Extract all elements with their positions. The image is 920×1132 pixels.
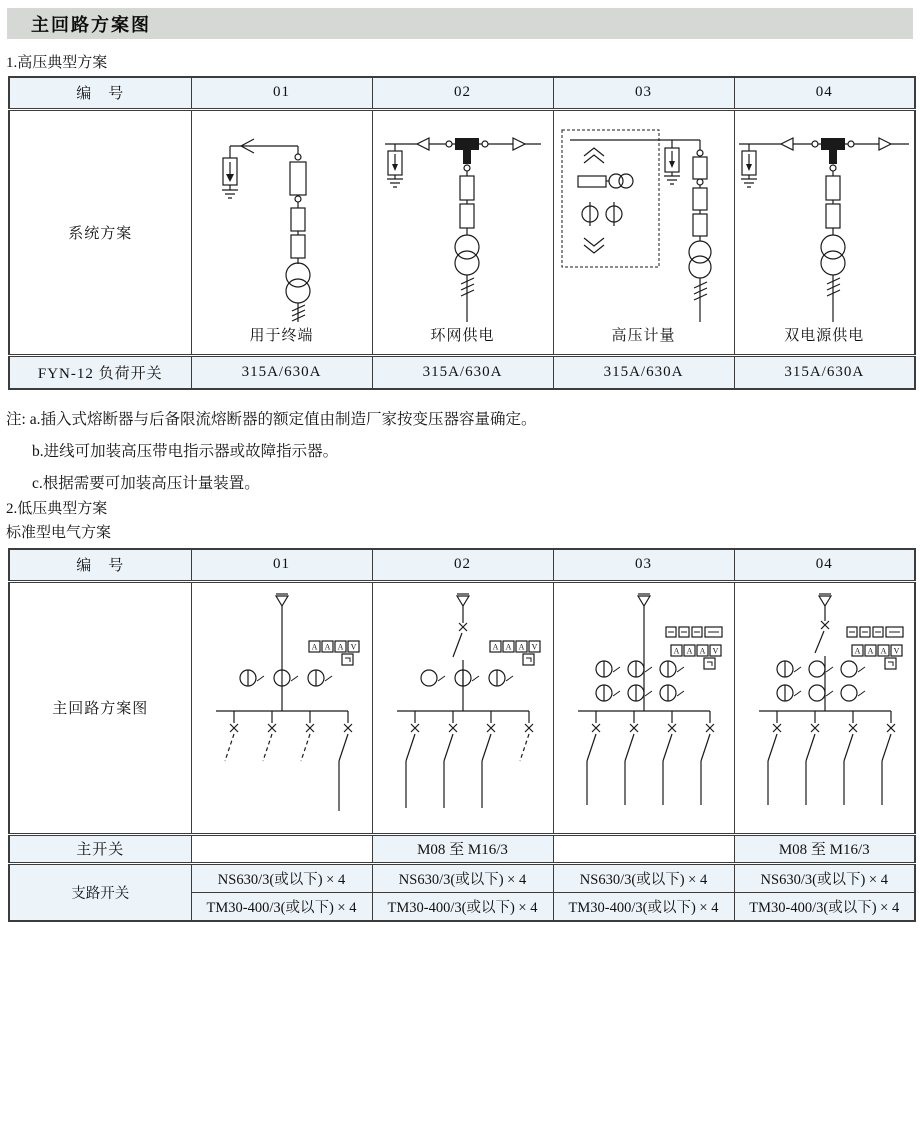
hv-diagram-04-svg bbox=[735, 118, 916, 324]
hv-diagram-02-svg bbox=[373, 118, 554, 324]
note-label: 注: bbox=[6, 411, 26, 428]
meter-a2: A bbox=[324, 642, 330, 651]
lv-branch-ns-04: NS630/3(或以下) × 4 bbox=[734, 863, 915, 892]
lv-section-subheading: 标准型电气方案 bbox=[6, 525, 112, 541]
meter-a2: A bbox=[867, 646, 873, 655]
meter-a2: A bbox=[505, 642, 511, 651]
hv-header-01: 01 bbox=[191, 77, 372, 109]
note-c: c.根据需要可加装高压计量装置。 bbox=[32, 475, 260, 492]
lv-branch-switch-row-ns bbox=[9, 863, 915, 892]
lv-branch-tm-02: TM30-400/3(或以下) × 4 bbox=[372, 892, 553, 921]
lv-diagram-02-svg bbox=[373, 583, 554, 833]
lv-diagram-cell-02 bbox=[372, 581, 553, 834]
hv-header-number: 编 号 bbox=[9, 77, 191, 109]
hv-diagram-cell-03 bbox=[553, 109, 734, 355]
notes-block bbox=[6, 404, 536, 500]
meter-v: V bbox=[350, 642, 356, 651]
lv-branch-ns-02: NS630/3(或以下) × 4 bbox=[372, 863, 553, 892]
hv-switch-row bbox=[9, 355, 915, 389]
hv-switch-value-04: 315A/630A bbox=[734, 355, 915, 389]
hv-switch-row-label: FYN-12 负荷开关 bbox=[9, 355, 191, 389]
hv-switch-value-02: 315A/630A bbox=[372, 355, 553, 389]
hv-header-03: 03 bbox=[553, 77, 734, 109]
lv-header-row bbox=[9, 549, 915, 581]
hv-caption-02: 环网供电 bbox=[430, 328, 495, 344]
hv-switch-value-01: 315A/630A bbox=[191, 355, 372, 389]
lv-branch-ns-03: NS630/3(或以下) × 4 bbox=[553, 863, 734, 892]
lv-main-switch-label: 主开关 bbox=[9, 834, 191, 863]
hv-header-row bbox=[9, 77, 915, 109]
hv-caption-03: 高压计量 bbox=[611, 328, 676, 344]
meter-a1: A bbox=[492, 642, 498, 651]
lv-diagram-cell-03 bbox=[553, 581, 734, 834]
lv-main-switch-01 bbox=[191, 834, 372, 863]
lv-section-heading: 2.低压典型方案 bbox=[6, 501, 108, 517]
hv-header-02: 02 bbox=[372, 77, 553, 109]
hv-diagram-01-svg bbox=[192, 118, 373, 324]
meter-a3: A bbox=[880, 646, 886, 655]
lv-diagram-03-svg bbox=[554, 583, 735, 833]
hv-switch-value-03: 315A/630A bbox=[553, 355, 734, 389]
hv-scheme-table bbox=[8, 76, 916, 390]
meter-a3: A bbox=[518, 642, 524, 651]
lv-header-number: 编 号 bbox=[9, 549, 191, 581]
lv-branch-tm-01: TM30-400/3(或以下) × 4 bbox=[191, 892, 372, 921]
lv-main-switch-row bbox=[9, 834, 915, 863]
hv-diagram-row-label: 系统方案 bbox=[9, 109, 191, 355]
lv-header-03: 03 bbox=[553, 549, 734, 581]
lv-main-switch-02: M08 至 M16/3 bbox=[372, 834, 553, 863]
lv-main-switch-03 bbox=[553, 834, 734, 863]
hv-caption-01: 用于终端 bbox=[249, 328, 314, 344]
lv-scheme-table bbox=[8, 548, 916, 922]
lv-diagram-cell-04 bbox=[734, 581, 915, 834]
meter-a3: A bbox=[699, 646, 705, 655]
lv-header-04: 04 bbox=[734, 549, 915, 581]
hv-diagram-cell-02 bbox=[372, 109, 553, 355]
lv-branch-tm-04: TM30-400/3(或以下) × 4 bbox=[734, 892, 915, 921]
lv-diagram-row bbox=[9, 581, 915, 834]
lv-main-switch-04: M08 至 M16/3 bbox=[734, 834, 915, 863]
hv-diagram-cell-04 bbox=[734, 109, 915, 355]
lv-diagram-04-svg bbox=[735, 583, 916, 833]
meter-a2: A bbox=[686, 646, 692, 655]
page-title: 主回路方案图 bbox=[31, 14, 151, 35]
lv-branch-switch-label: 支路开关 bbox=[9, 863, 191, 921]
meter-a1: A bbox=[854, 646, 860, 655]
meter-a1: A bbox=[311, 642, 317, 651]
hv-caption-04: 双电源供电 bbox=[784, 328, 865, 344]
note-b: b.进线可加装高压带电指示器或故障指示器。 bbox=[32, 443, 339, 460]
lv-diagram-row-label: 主回路方案图 bbox=[9, 581, 191, 834]
lv-branch-ns-01: NS630/3(或以下) × 4 bbox=[191, 863, 372, 892]
hv-diagram-cell-01 bbox=[191, 109, 372, 355]
lv-diagram-01-svg bbox=[192, 583, 373, 833]
hv-section-heading: 1.高压典型方案 bbox=[6, 55, 108, 71]
hv-diagram-row bbox=[9, 109, 915, 355]
meter-a1: A bbox=[673, 646, 679, 655]
note-a-text: a.插入式熔断器与后备限流熔断器的额定值由制造厂家按变压器容量确定。 bbox=[29, 411, 537, 428]
meter-a3: A bbox=[337, 642, 343, 651]
title-bar bbox=[7, 8, 913, 39]
lv-branch-tm-03: TM30-400/3(或以下) × 4 bbox=[553, 892, 734, 921]
hv-header-04: 04 bbox=[734, 77, 915, 109]
lv-diagram-cell-01 bbox=[191, 581, 372, 834]
meter-v: V bbox=[712, 646, 718, 655]
lv-header-02: 02 bbox=[372, 549, 553, 581]
note-a bbox=[6, 404, 536, 436]
meter-v: V bbox=[531, 642, 537, 651]
meter-v: V bbox=[893, 646, 899, 655]
lv-header-01: 01 bbox=[191, 549, 372, 581]
hv-diagram-03-svg bbox=[554, 118, 735, 324]
